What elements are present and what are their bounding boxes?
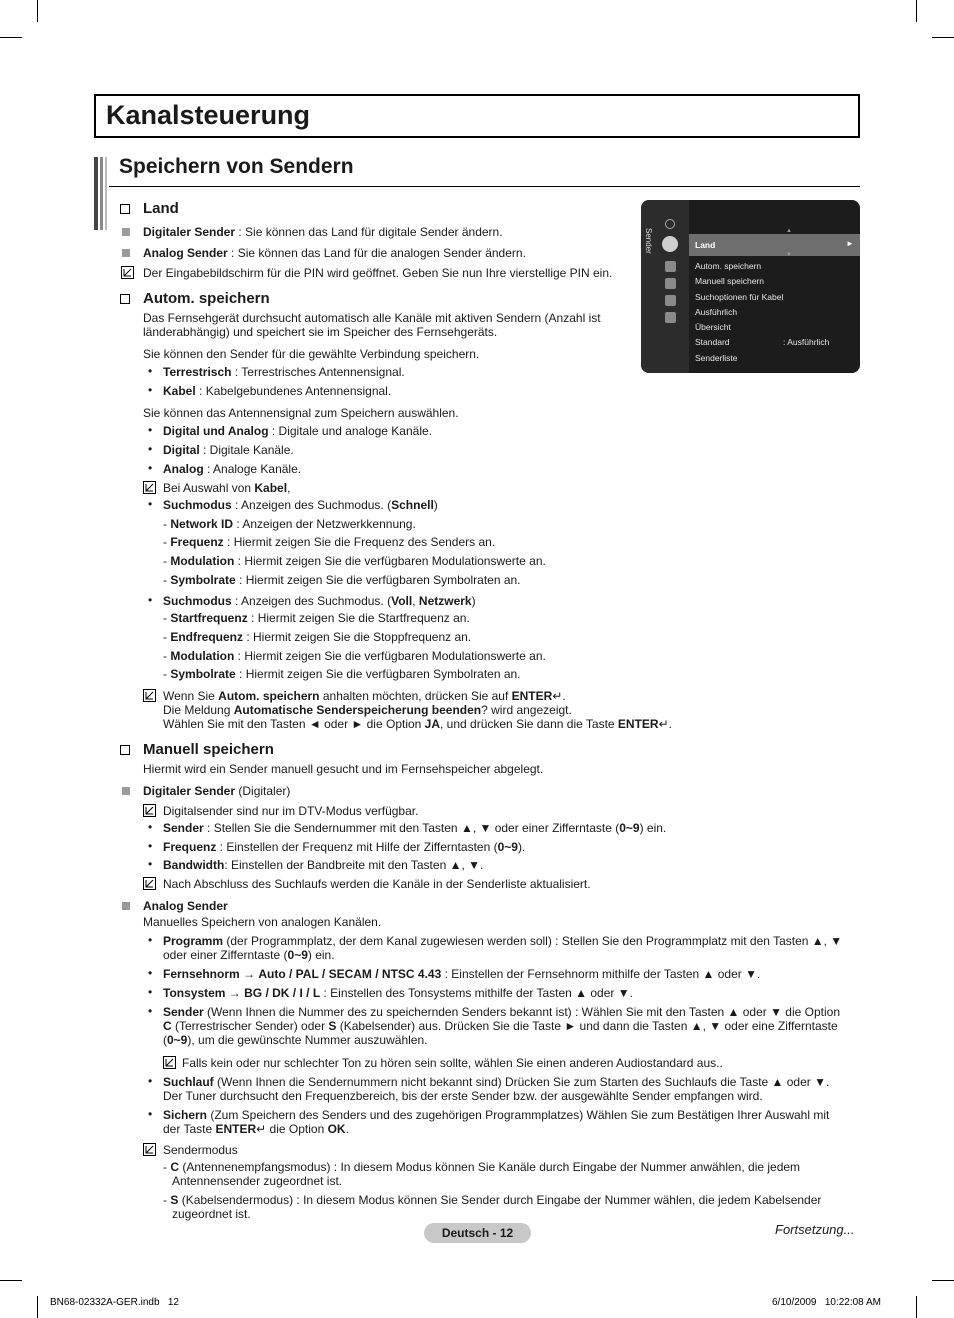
osd-item-ausfuehrlich: Ausführlich: [695, 307, 738, 317]
crop-mark: [932, 37, 954, 38]
antenna-icon: [665, 219, 675, 229]
manual-ds-note2: Nach Abschluss des Suchlaufs werden die Kanäle in der Senderliste aktualisiert.: [163, 877, 591, 891]
down-arrow-icon: ▼: [786, 252, 792, 258]
auto-mod2: - Modulation : Hiermit zeigen Sie die verfügbaren Modulationswerte an.: [163, 649, 546, 663]
bullet: •: [148, 593, 153, 607]
page-number-badge: Deutsch - 12: [424, 1223, 531, 1243]
osd-item-uebersicht: Übersicht: [695, 322, 731, 332]
bullet: •: [148, 461, 153, 475]
section-accent-bar: [105, 157, 107, 230]
heading-land: Land: [143, 200, 179, 217]
auto-sym1: - Symbolrate : Hiermit zeigen Sie die verfügbaren Symbolraten an.: [163, 573, 521, 587]
manual-sender-a: Sender (Wenn Ihnen die Nummer des zu speichernden Senders bekannt ist) : Wählen Sie mit den Tasten ▲ oder ▼ die Option: [163, 1005, 841, 1019]
crop-mark: [916, 0, 917, 22]
help-icon: [665, 312, 676, 323]
manual-intro: Hiermit wird ein Sender manuell gesucht und im Fernsehspeicher abgelegt.: [143, 762, 544, 776]
auto-p3: Sie können das Antennensignal zum Speichern auswählen.: [143, 406, 459, 420]
crop-mark: [37, 1296, 38, 1318]
crop-mark: [0, 37, 22, 38]
bullet: •: [148, 1074, 153, 1088]
bullet: •: [148, 966, 153, 980]
note-icon: [143, 481, 156, 494]
manual-sichern-2: der Taste ENTER↵ die Option OK.: [163, 1122, 349, 1136]
osd-item-standard: Standard: [695, 337, 730, 347]
land-note: Der Eingabebildschirm für die PIN wird geöffnet. Geben Sie nun Ihre vierstellige PIN ein.: [143, 266, 613, 280]
auto-d: Digital : Digitale Kanäle.: [163, 443, 294, 457]
auto-sm2: Suchmodus : Anzeigen des Suchmodus. (Voll, Netzwerk): [163, 594, 476, 608]
auto-sm1: Suchmodus : Anzeigen des Suchmodus. (Schnell): [163, 498, 438, 512]
note-icon: [143, 804, 156, 817]
auto-note3: Wählen Sie mit den Tasten ◄ oder ► die Option JA, und drücken Sie dann die Taste ENTER↵.: [163, 717, 672, 731]
auto-sym2: - Symbolrate : Hiermit zeigen Sie die verfügbaren Symbolraten an.: [163, 667, 521, 681]
manual-suchlauf-2: Der Tuner durchsucht den Frequenzbereich, bis der erste Sender bzw. der ausgewählte Sender empfangen wird.: [163, 1089, 763, 1103]
bullet: •: [148, 383, 153, 397]
bullet: •: [148, 497, 153, 511]
square-bullet-icon: [122, 249, 130, 257]
section-rule: [109, 186, 860, 187]
manual-sender: Sender : Stellen Sie die Sendernummer mit den Tasten ▲, ▼ oder einer Zifferntaste (0~9) ein.: [163, 821, 667, 835]
bullet: •: [148, 1107, 153, 1121]
auto-mod1: - Modulation : Hiermit zeigen Sie die verfügbaren Modulationswerte an.: [163, 554, 546, 568]
land-analog: Analog Sender : Sie können das Land für die analogen Sender ändern.: [143, 246, 526, 260]
manual-as-desc: Manuelles Speichern von analogen Kanälen.: [143, 915, 382, 929]
manual-suchlauf: Suchlauf (Wenn Ihnen die Sendernummern nicht bekannt sind) Drücken Sie zum Starten des Suchlaufs die Taste ▲ oder ▼.: [163, 1075, 830, 1089]
manual-ds-note: Digitalsender sind nur im DTV-Modus verfügbar.: [163, 804, 419, 818]
osd-standard-value: : Ausführlich: [783, 337, 830, 347]
manual-as: Analog Sender: [143, 899, 228, 913]
manual-sendermodus: Sendermodus: [163, 1143, 238, 1157]
section-title: Speichern von Sendern: [119, 155, 354, 178]
auto-terr: Terrestrisch : Terrestrisches Antennensignal.: [163, 365, 405, 379]
manual-sender-b: C (Terrestrischer Sender) oder S (Kabelsender) aus. Drücken Sie die Taste ► und dann die Tasten ▲, ▼ oder eine Zifferntaste: [163, 1019, 838, 1033]
osd-selected-arrow: ►: [846, 239, 854, 248]
manual-sender-note: Falls kein oder nur schlechter Ton zu hören sein sollte, wählen Sie einen anderen Audiostandard aus..: [182, 1056, 723, 1070]
note-icon: [143, 877, 156, 890]
auto-note2: Die Meldung Automatische Senderspeicherung beenden? wird angezeigt.: [163, 703, 572, 717]
heading-auto: Autom. speichern: [143, 290, 270, 307]
osd-item-autom: Autom. speichern: [695, 261, 762, 271]
auto-p1a: Das Fernsehgerät durchsucht automatisch alle Kanäle mit aktiven Sendern (Anzahl ist: [143, 311, 601, 325]
note-icon: [143, 1143, 156, 1156]
bullet: •: [148, 1004, 153, 1018]
square-bullet-icon: [122, 902, 130, 910]
input-icon: [665, 295, 676, 306]
manual-freq: Frequenz : Einstellen der Frequenz mit Hilfe der Zifferntasten (0~9).: [163, 840, 526, 854]
osd-item-senderliste: Senderliste: [695, 353, 738, 363]
osd-item-manuell: Manuell speichern: [695, 276, 764, 286]
manual-mode-s: - S (Kabelsendermodus) : In diesem Modus können Sie Sender durch Eingabe der Nummer wählen, die jedem Kabelsender: [163, 1193, 822, 1207]
manual-tonsystem: Tonsystem → BG / DK / I / L : Einstellen des Tonsystems mithilfe der Tasten ▲ oder ▼.: [163, 986, 633, 1000]
manual-mode-c-2: Antennensender zugeordnet ist.: [172, 1174, 343, 1188]
picture-icon: [665, 278, 676, 289]
note-icon: [163, 1056, 176, 1069]
heading-manual: Manuell speichern: [143, 741, 274, 758]
osd-menu-screenshot: [641, 200, 860, 373]
osd-item-suchoptionen: Suchoptionen für Kabel: [695, 292, 784, 302]
note-icon: [143, 689, 156, 702]
footer-file: BN68-02332A-GER.indb 12: [50, 1297, 179, 1308]
manual-programm: Programm (der Programmplatz, der dem Kanal zugewiesen werden soll) : Stellen Sie den Programmplatz mit den Tasten ▲, ▼: [163, 934, 843, 948]
up-arrow-icon: ▲: [786, 228, 792, 234]
footer-date: 6/10/2009 10:22:08 AM: [772, 1297, 881, 1308]
continued-label: Fortsetzung...: [775, 1222, 855, 1237]
manual-bw: Bandwidth: Einstellen der Bandbreite mit den Tasten ▲, ▼.: [163, 858, 484, 872]
manual-programm-2: oder einer Zifferntaste (0~9) ein.: [163, 948, 335, 962]
auto-p1b: länderabhängig) und speichert sie im Speicher des Fernsehgeräts.: [143, 325, 498, 339]
auto-bei: Bei Auswahl von Kabel,: [163, 481, 291, 495]
auto-kabel: Kabel : Kabelgebundenes Antennensignal.: [163, 384, 392, 398]
page-title-box: [94, 94, 860, 138]
auto-a: Analog : Analoge Kanäle.: [163, 462, 302, 476]
enter-icon: ↵: [658, 717, 669, 731]
square-bullet-icon: [122, 787, 130, 795]
bullet: •: [148, 839, 153, 853]
bullet: •: [148, 933, 153, 947]
auto-sf: - Startfrequenz : Hiermit zeigen Sie die Startfrequenz an.: [163, 611, 470, 625]
enter-icon: ↵: [256, 1122, 267, 1136]
bullet: •: [148, 820, 153, 834]
manual-fernsehnorm: Fernsehnorm → Auto / PAL / SECAM / NTSC 4.43 : Einstellen der Fernsehnorm mithilfe der Tasten ▲ oder ▼.: [163, 967, 761, 981]
auto-note1: Wenn Sie Autom. speichern anhalten möchten, drücken Sie auf ENTER↵.: [163, 689, 566, 703]
auto-nid: - Network ID : Anzeigen der Netzwerkkennung.: [163, 517, 416, 531]
enter-icon: ↵: [552, 689, 563, 703]
note-icon: [121, 266, 134, 279]
checkbox-icon: [120, 294, 130, 304]
crop-mark: [932, 1280, 954, 1281]
bullet: •: [148, 423, 153, 437]
bullet: •: [148, 985, 153, 999]
auto-freq: - Frequenz : Hiermit zeigen Sie die Frequenz des Senders an.: [163, 535, 496, 549]
auto-ef: - Endfrequenz : Hiermit zeigen Sie die Stoppfrequenz an.: [163, 630, 472, 644]
channel-icon: [662, 236, 678, 252]
manual-sichern: Sichern (Zum Speichern des Senders und des zugehörigen Programmplatzes) Wählen Sie zum Bestätigen Ihrer Auswahl mit: [163, 1108, 830, 1122]
auto-p2: Sie können den Sender für die gewählte Verbindung speichern.: [143, 347, 480, 361]
manual-sender-c: (0~9), um die gewünschte Nummer auszuwählen.: [163, 1033, 428, 1047]
section-accent-bar: [100, 157, 103, 230]
bullet: •: [148, 364, 153, 378]
gear-icon: [665, 261, 676, 272]
section-accent-bar: [94, 157, 98, 230]
checkbox-icon: [120, 204, 130, 214]
bullet: •: [148, 857, 153, 871]
checkbox-icon: [120, 745, 130, 755]
manual-ds: Digitaler Sender (Digitaler): [143, 784, 291, 798]
osd-side-label: Sender: [644, 228, 653, 254]
auto-da: Digital und Analog : Digitale und analoge Kanäle.: [163, 424, 432, 438]
page-title: Kanalsteuerung: [106, 100, 311, 130]
manual-mode-c: - C (Antennenempfangsmodus) : In diesem Modus können Sie Kanäle durch Eingabe der Nummer anwählen, die jedem: [163, 1160, 801, 1174]
square-bullet-icon: [122, 228, 130, 236]
crop-mark: [0, 1280, 22, 1281]
bullet: •: [148, 442, 153, 456]
land-digital: Digitaler Sender : Sie können das Land für digitale Sender ändern.: [143, 225, 503, 239]
crop-mark: [916, 1296, 917, 1318]
osd-item-land: Land: [695, 240, 716, 250]
manual-mode-s-2: zugeordnet ist.: [172, 1207, 251, 1221]
crop-mark: [37, 0, 38, 22]
